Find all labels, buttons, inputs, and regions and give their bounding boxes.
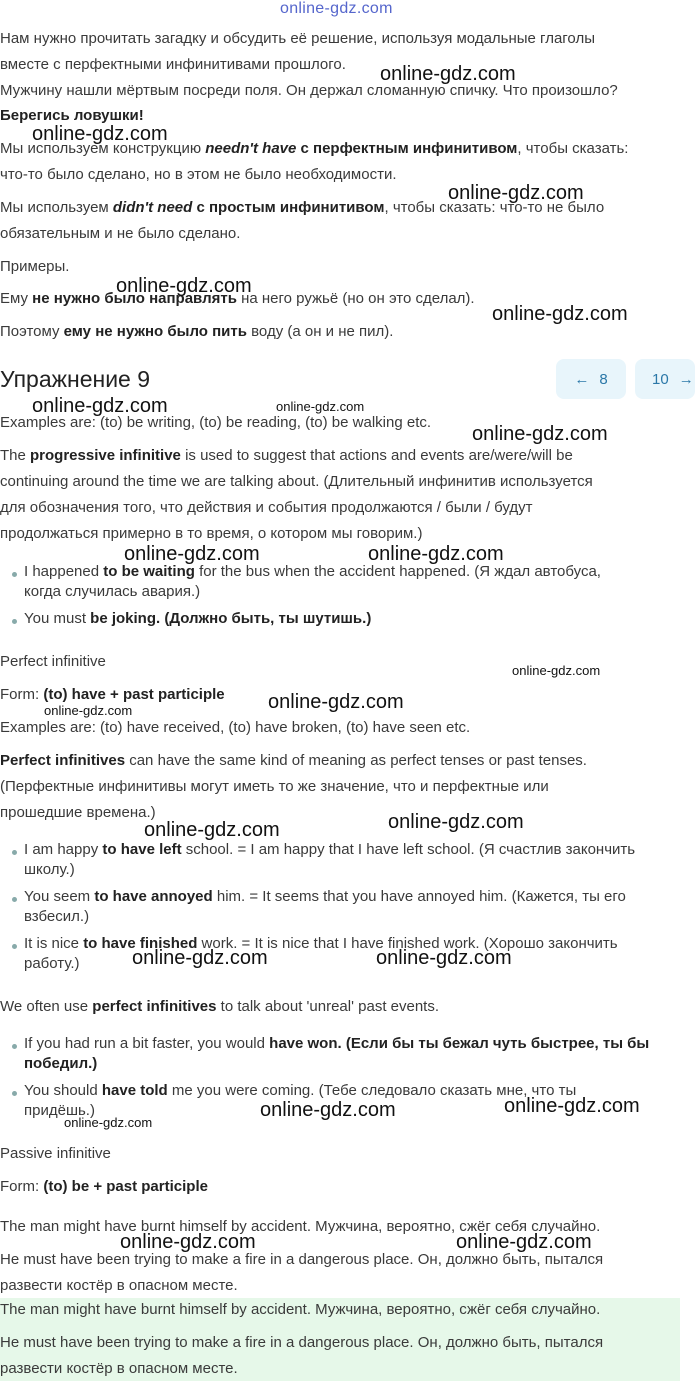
watermark: online-gdz.com (368, 543, 504, 565)
riddle-line: Мужчину нашли мёртвым посреди поля. Он держал сломанную спичку. Что произошло? (0, 82, 618, 99)
rule-neednt-line2: что-то было сделано, но в этом не было необходимости. (0, 166, 397, 183)
intro-line: Нам нужно прочитать загадку и обсудить её решение, используя модальные глаголы (0, 30, 595, 47)
watermark: online-gdz.com (512, 663, 601, 678)
perfect-desc: (Перфектные инфинитивы могут иметь то же значение, что и перфектные или (0, 778, 549, 795)
watermark: online-gdz.com (32, 395, 168, 417)
bullet-icon (12, 944, 17, 949)
bullet-icon (12, 572, 17, 577)
bullet-icon (12, 850, 17, 855)
bullet-icon (12, 619, 17, 624)
watermark: online-gdz.com (448, 182, 584, 204)
list-item: If you had run a bit faster, you would have won. (Если бы ты бежал чуть быстрее, ты бы (24, 1035, 650, 1052)
watermark: online-gdz.com (116, 275, 252, 297)
watermark: online-gdz.com (376, 947, 512, 969)
perfect-examples: Examples are: (to) have received, (to) have broken, (to) have seen etc. (0, 719, 471, 736)
list-item: You should have told me you were coming. (Тебе следовало сказать мне, что ты (24, 1082, 577, 1099)
watermark-top: online-gdz.com (280, 0, 393, 17)
prev-exercise-button[interactable] (556, 359, 626, 399)
watermark: online-gdz.com (124, 543, 260, 565)
rule-didnt-need-line2: обязательным и не было сделано. (0, 225, 241, 242)
passive-form: Form: (to) be + past participle (0, 1178, 208, 1195)
list-item: You seem to have annoyed him. = It seems that you have annoyed him. (Кажется, ты его (24, 888, 626, 905)
list-item-cont: работу.) (24, 955, 80, 972)
list-item-cont: школу.) (24, 861, 75, 878)
rule-neednt: Мы используем конструкцию needn't have с перфектным инфинитивом, чтобы сказать: (0, 140, 629, 157)
answer-line: He must have been trying to make a fire in a dangerous place. Он, должно быть, пытался (0, 1251, 604, 1268)
list-item-cont: взбесил.) (24, 908, 90, 925)
perfect-desc: Perfect infinitives can have the same kind of meaning as perfect tenses or past tenses. (0, 752, 587, 769)
list-item: It is nice to have finished work. = It is nice that I have finished work. (Хорошо закончить (24, 935, 618, 952)
watermark: online-gdz.com (64, 1115, 153, 1130)
unreal-desc: We often use perfect infinitives to talk about 'unreal' past events. (0, 998, 440, 1015)
highlighted-answer-line: He must have been trying to make a fire in a dangerous place. Он, должно быть, пытался (0, 1334, 604, 1351)
arrow-right-icon: → (678, 370, 694, 388)
example-1: Ему не нужно было направлять на него ружьё (но он это сделал). (0, 290, 475, 307)
list-item-cont: придёшь.) (24, 1102, 95, 1119)
progressive-desc: continuing around the time we are talking about. (Длительный инфинитив используется (0, 473, 593, 490)
progressive-examples: Examples are: (to) be writing, (to) be reading, (to) be walking etc. (0, 414, 432, 431)
rule-didnt-need: Мы используем didn't need с простым инфинитивом, чтобы сказать: что-то не было (0, 199, 605, 216)
examples-label: Примеры. (0, 258, 70, 275)
next-exercise-label: 10 (652, 370, 669, 388)
perfect-form: Form: (to) have + past participle (0, 686, 225, 703)
progressive-desc: The progressive infinitive is used to suggest that actions and events are/were/will be (0, 447, 573, 464)
list-item-cont: когда случилась авария.) (24, 583, 201, 600)
progressive-desc: продолжаться примерно в то время, о котором мы говорим.) (0, 525, 423, 542)
arrow-left-icon: ← (574, 370, 590, 388)
answer-line: The man might have burnt himself by accident. Мужчина, вероятно, сжёг себя случайно. (0, 1218, 601, 1235)
intro-line: вместе с перфектными инфинитивами прошлого. (0, 56, 346, 73)
watermark: online-gdz.com (492, 303, 628, 325)
watermark: online-gdz.com (268, 691, 404, 713)
bullet-icon (12, 1044, 17, 1049)
highlighted-answer-line: The man might have burnt himself by accident. Мужчина, вероятно, сжёг себя случайно. (0, 1301, 601, 1318)
perfect-heading: Perfect infinitive (0, 653, 106, 670)
watermark: online-gdz.com (504, 1095, 640, 1117)
watermark: online-gdz.com (276, 399, 365, 414)
watermark: online-gdz.com (132, 947, 268, 969)
next-exercise-button[interactable] (635, 359, 695, 399)
watermark: online-gdz.com (456, 1231, 592, 1253)
progressive-desc: для обозначения того, что действия и события продолжаются / были / будут (0, 499, 533, 516)
list-item: I happened to be waiting for the bus when the accident happened. (Я ждал автобуса, (24, 563, 601, 580)
answer-line: развести костёр в опасном месте. (0, 1277, 238, 1294)
list-item-cont: победил.) (24, 1055, 98, 1072)
watermark: online-gdz.com (120, 1231, 256, 1253)
riddle-warning: Берегись ловушки! (0, 107, 144, 124)
passive-heading: Passive infinitive (0, 1145, 111, 1162)
watermark: online-gdz.com (44, 703, 133, 718)
perfect-desc: прошедшие времена.) (0, 804, 156, 821)
bullet-icon (12, 897, 17, 902)
watermark: online-gdz.com (144, 819, 280, 841)
watermark: online-gdz.com (472, 423, 608, 445)
prev-exercise-label: 8 (599, 370, 608, 388)
watermark: online-gdz.com (260, 1099, 396, 1121)
exercise-title: Упражнение 9 (0, 366, 151, 392)
watermark: online-gdz.com (32, 123, 168, 145)
example-2: Поэтому ему не нужно было пить воду (а он и не пил). (0, 323, 394, 340)
list-item: You must be joking. (Должно быть, ты шутишь.) (24, 610, 372, 627)
watermark: online-gdz.com (380, 63, 516, 85)
watermark: online-gdz.com (388, 811, 524, 833)
highlighted-answer-line: развести костёр в опасном месте. (0, 1360, 238, 1377)
bullet-icon (12, 1091, 17, 1096)
list-item: I am happy to have left school. = I am happy that I have left school. (Я счастлив закончить (24, 841, 636, 858)
